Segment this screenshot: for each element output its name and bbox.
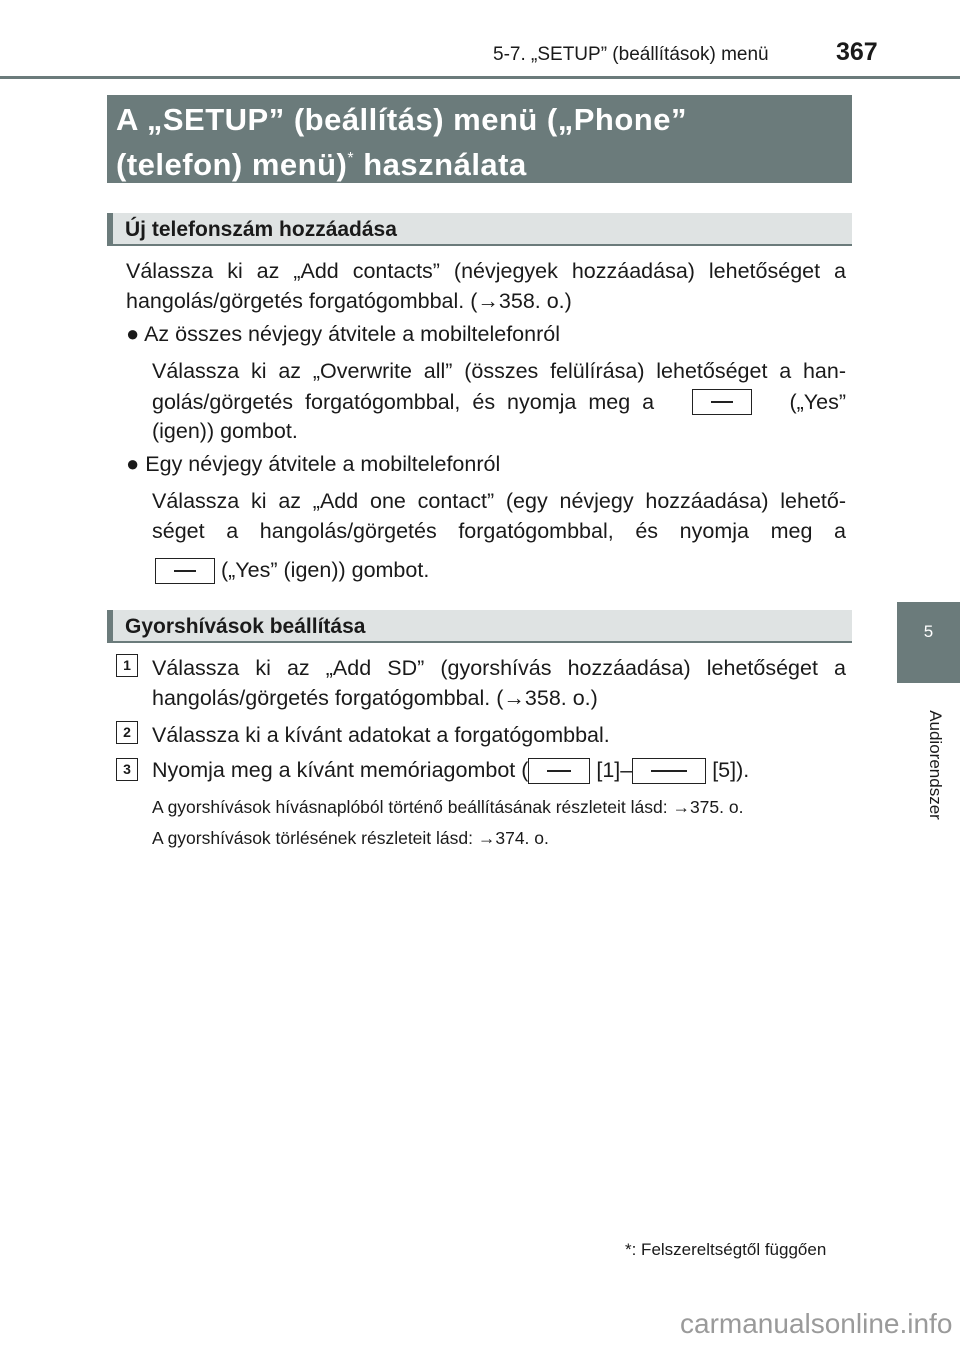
bullet-heading <box>126 451 500 477</box>
text: [5]). <box>706 758 750 782</box>
bullet-title: Egy névjegy átvitele a mobiltelefonról <box>145 452 501 476</box>
footnote: *: Felszereltségtől függően <box>625 1240 827 1259</box>
body-text <box>152 758 749 784</box>
page-title <box>107 95 852 183</box>
text: [1]– <box>590 758 633 782</box>
memory-key-icon <box>528 758 590 784</box>
body-text: hangolás/görgetés forgatógombbal. (→358. o.) <box>126 289 572 313</box>
memory-key-icon <box>632 758 706 784</box>
body-text: Válassza ki az „Add SD” (gyorshívás hozzáadása) lehetőséget a <box>152 656 846 680</box>
bullet-icon: ● <box>126 451 140 476</box>
step-number: 3 <box>116 758 138 781</box>
section-header: 5-7. „SETUP” (beállítások) menü <box>493 44 769 65</box>
title-line-1: A „SETUP” (beállítás) menü („Phone” <box>116 102 687 137</box>
body-text <box>155 558 429 584</box>
text: („Yes” (igen)) gombot. <box>220 558 430 582</box>
body-text: hangolás/görgetés forgatógombbal. (→358. o.) <box>152 686 598 710</box>
bullet-icon: ● <box>126 321 140 346</box>
bullet-title: Az összes névjegy átvitele a mobiltelefonról <box>144 322 560 346</box>
title-line-2 <box>116 139 852 184</box>
body-text <box>152 389 846 415</box>
body-text: Válassza ki a kívánt adatokat a forgatógombbal. <box>152 723 610 747</box>
body-text: Válassza ki az „Overwrite all” (összes felülírása) lehetőséget a han- <box>152 359 846 383</box>
chapter-label: Audiorendszer <box>926 710 945 820</box>
yes-key-icon <box>692 389 752 415</box>
section-heading-new-contact: Új telefonszám hozzáadása <box>107 213 852 246</box>
step-number: 2 <box>116 721 138 744</box>
body-text: Válassza ki az „Add one contact” (egy névjegy hozzáadása) lehető- <box>152 489 846 513</box>
body-text: séget a hangolás/görgetés forgatógombbal, és nyomja meg a <box>152 519 846 543</box>
note-text: A gyorshívások hívásnaplóból történő beállításának részleteit lásd: →375. o. <box>152 797 744 817</box>
step-number: 1 <box>116 654 138 677</box>
note-text: A gyorshívások törlésének részleteit lásd: →374. o. <box>152 828 549 848</box>
yes-key-icon <box>155 558 215 584</box>
text: Nyomja meg a kívánt memóriagombot ( <box>152 758 529 782</box>
title-text: használata <box>354 147 527 182</box>
section-heading-speed-dial: Gyorshívások beállítása <box>107 610 852 643</box>
bullet-heading <box>126 321 560 347</box>
asterisk-mark: * <box>347 150 355 167</box>
text: („Yes” <box>789 389 846 414</box>
body-text: Válassza ki az „Add contacts” (névjegyek hozzáadása) lehetőséget a <box>126 259 846 283</box>
text: golás/görgetés forgatógombbal, és nyomja meg a <box>152 389 655 414</box>
page-number: 367 <box>836 38 878 66</box>
chapter-tab: 5 <box>897 602 960 683</box>
body-text: (igen)) gombot. <box>152 419 298 443</box>
watermark: carmanualsonline.info <box>680 1308 953 1339</box>
title-text: (telefon) menü) <box>116 147 348 182</box>
header-divider <box>0 76 960 79</box>
